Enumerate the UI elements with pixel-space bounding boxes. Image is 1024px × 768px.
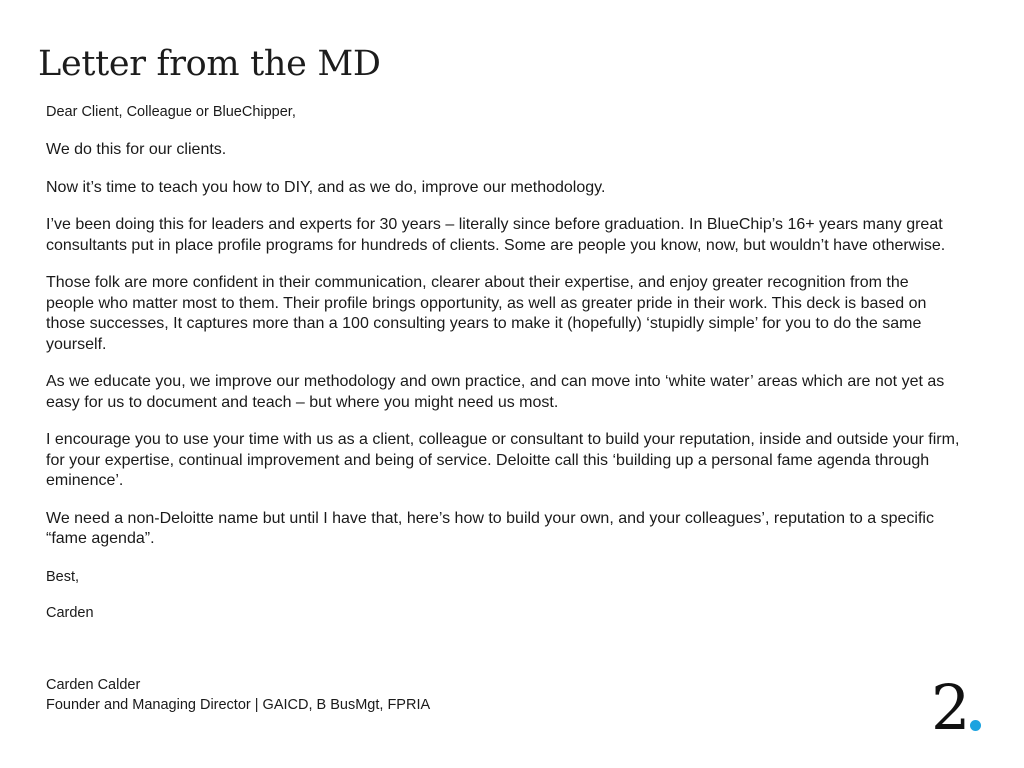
letter-paragraph: I’ve been doing this for leaders and experts for 30 years – literally since before graduation. In BlueChip’s 16+ years many great consultants put in place profile programs for hundreds of clients. Some are people you know, now, but wouldn’t have otherwise. — [46, 216, 946, 254]
letter-paragraph: We need a non-Deloitte name but until I have that, here’s how to build your own, and your colleagues’, reputation to a specific “fame agenda”. — [46, 509, 934, 547]
letter-paragraph: As we educate you, we improve our methodology and own practice, and can move into ‘white water’ areas which are not yet as easy for us to document and teach – but where you might need us most. — [46, 373, 945, 411]
page-title: Letter from the MD — [38, 44, 381, 84]
letter-paragraph: I encourage you to use your time with us as a client, colleague or consultant to build your reputation, inside and outside your firm, for your expertise, continual improvement and being of service. Deloitte call this ‘building up a personal fame agenda through eminence’. — [46, 431, 960, 489]
letter-salutation: Dear Client, Colleague or BlueChipper, — [46, 104, 296, 120]
page-number: 2 — [931, 671, 971, 744]
signature-name: Carden Calder — [46, 677, 141, 693]
signature-block — [46, 676, 430, 715]
letter-signed-name: Carden — [46, 604, 94, 621]
letter-paragraph: We do this for our clients. — [46, 141, 227, 158]
letter-closing: Best, — [46, 568, 80, 585]
letter-paragraph: Those folk are more confident in their communication, clearer about their expertise, and enjoy greater recognition from the people who matter most to them. Their profile brings opportunity, as well as greater pride in their work. This deck is based on those successes, It captures more than a 100 consulting years to make it (hopefully) ‘stupidly simple’ for you to do the same yourself. — [46, 274, 927, 353]
letter-body — [46, 102, 961, 639]
accent-dot-icon — [970, 720, 981, 731]
letter-paragraph: Now it’s time to teach you how to DIY, and as we do, improve our methodology. — [46, 178, 606, 196]
signature-role: Founder and Managing Director | GAICD, B BusMgt, FPRIA — [46, 696, 431, 713]
